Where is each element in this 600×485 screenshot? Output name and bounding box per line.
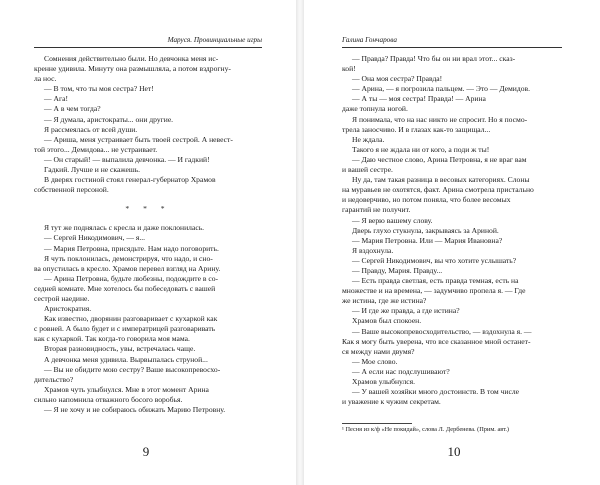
text-line: — А если нас подслушивают?	[352, 366, 450, 376]
text-line: — Сергей Никодимович, вы что хотите услышать?	[352, 255, 517, 265]
text-line: седней комнате. Мне хотелось бы побеседовать с вашей	[34, 283, 216, 293]
text-line: на муравьев не охотятся, факт. Арина смотрела пристально	[342, 185, 534, 195]
text-line: и уважение к чужим секретам.	[342, 397, 441, 407]
text-line: сестрой наедине.	[34, 293, 90, 303]
text-line: — Ваше высокопревосходительство, — вздохнула я. —	[352, 326, 532, 336]
page-text	[342, 54, 564, 407]
text-line: Ну да, там такая разница в весовых категориях. Слоны	[352, 175, 530, 185]
text-line: Храмов улыбнулся.	[352, 377, 416, 386]
text-line	[34, 195, 262, 203]
text-line: — Даю честное слово, Арина Петровна, я не враг вам	[352, 154, 527, 164]
text-line: — Арина, — я погрозила пальцем. — Это — Демидов.	[352, 84, 531, 94]
text-line: даже топнула ногой.	[342, 104, 408, 114]
text-line: ла нос.	[34, 74, 57, 84]
text-line: Я чуть поклонилась, демонстрируя, что надо, и сно-	[44, 253, 213, 263]
page-number: 10	[447, 444, 461, 459]
text-line: сильно напомнила отважного босого воробья.	[34, 394, 183, 404]
book-gutter	[296, 0, 304, 485]
text-line: — Арина Петровна, будьте любезны, подождите в со-	[44, 273, 219, 283]
text-line: — Я верю вашему слову.	[352, 215, 433, 225]
section-break: * * *	[125, 204, 171, 214]
text-line: той этого... Демидова... не устраивает.	[34, 144, 158, 154]
header-rule	[342, 47, 562, 48]
text-line: Храмов чуть улыбнулся. Мне в этот момент Арина	[44, 384, 209, 394]
text-line: Храмов был спокоен.	[352, 316, 422, 326]
text-line: В дверях гостиной стоял генерал-губернатор Храмов	[44, 175, 216, 185]
text-line: — Правда? Правда! Что бы он ни врал этот... сказ-	[352, 54, 516, 63]
text-line: с ровней. А было будет и с императрицей разговаривать	[34, 324, 216, 334]
text-line: Сомнения действительно были. Но девчонка меня ис-	[44, 54, 219, 63]
text-line: — Ариша, меня устраивает быть твоей сестрой. А невест-	[44, 134, 233, 144]
text-line: — И где же правда, а где истина?	[352, 306, 460, 316]
footnote-rule	[342, 423, 412, 424]
header-rule	[34, 47, 262, 48]
text-line: — Она моя сестра? Правда!	[352, 74, 443, 84]
text-line: кой!	[342, 64, 356, 74]
text-line: — Сергей Никодимович, — я...	[44, 233, 146, 243]
text-line: Вторая разновидность, увы, встречалась чаще.	[44, 344, 196, 354]
text-line: Гадкий. Лучше и не скажешь.	[44, 165, 141, 175]
text-line: Не ждала.	[352, 134, 385, 144]
text-line: и недоверчиво, но потом поняла, что более весомых	[342, 195, 511, 205]
text-line: кренне удивила. Минуту она размышляла, а потом вздрогну-	[34, 64, 231, 74]
text-line: — Правду, Мария. Правду...	[352, 265, 443, 275]
text-line: Такого я не ждала ни от кого, а поди ж ты!	[352, 144, 490, 154]
text-line: же истина, где же истина?	[342, 296, 427, 306]
text-line: — Вы не обидите мою сестру? Ваше высокопревосхо-	[44, 364, 221, 374]
page-number: 9	[142, 444, 150, 459]
text-line: как с кухаркой. Так когда-то говорила моя мама.	[34, 334, 190, 344]
text-line: — У вашей хозяйки много достоинств. В том числе	[352, 387, 519, 397]
left-page	[0, 0, 296, 485]
text-line: — А ты — моя сестра! Правда! — Арина	[352, 94, 486, 104]
text-line: — Он старый! — выпалила девчонка. — И гадкий!	[44, 154, 210, 164]
text-line: — Мария Петровна. Или — Мария Ивановна?	[352, 235, 503, 245]
text-line: гарантий не получит.	[342, 205, 411, 215]
text-line: Я рассмеялась от всей души.	[44, 124, 138, 134]
text-line: дительство?	[34, 374, 74, 384]
text-line: — Есть правда светлая, есть правда темная, есть на	[352, 276, 519, 286]
text-line: — Мария Петровна, присядьте. Нам надо поговорить.	[44, 243, 219, 253]
text-line: ся между нами двумя?	[342, 346, 415, 356]
text-line: — Ага!	[44, 94, 68, 104]
text-line: трела заносчиво. И в глазах как-то защищал...	[342, 124, 491, 134]
page-text	[34, 54, 262, 415]
text-line: Как известно, дворянин разговаривает с кухаркой как	[44, 314, 218, 324]
text-line: Я понимала, что на нас никто не спросит. Но я посмо-	[352, 114, 528, 124]
text-line: — Я не хочу и не собираюсь обижать Марию Петровну.	[44, 405, 226, 414]
text-line: — Мое слово.	[352, 356, 398, 366]
footnote: ¹ Песня из к/ф «Не покидай», слова Л. Дербенева. (Прим. авт.)	[342, 426, 510, 433]
text-line: и вашей сестре.	[342, 165, 393, 175]
text-line: — В том, что ты моя сестра? Нет!	[44, 84, 154, 94]
text-line: множестве и на времена, — задумчиво пропела я. — Где	[342, 286, 526, 296]
running-header: Маруся. Провинциальные игры	[167, 36, 262, 44]
text-line: Я вздохнула.	[352, 245, 394, 255]
text-line: Дверь глухо стукнула, закрываясь за Ариной.	[352, 225, 499, 235]
text-line: Я тут же поднялась с кресла и даже поклонилась.	[44, 223, 205, 233]
text-line	[34, 215, 262, 223]
text-line: А девчонка меня удивила. Вырвыпалась струной...	[44, 354, 208, 364]
text-line: — А в чем тогда?	[44, 104, 101, 114]
text-line: — Я думала, аристократы... они другие.	[44, 114, 174, 124]
text-line: ва опустилась в кресло. Храмов перевел взгляд на Арину.	[34, 263, 221, 273]
text-line: собственной персоной.	[34, 185, 109, 195]
running-header: Галина Гончарова	[342, 36, 397, 44]
right-page	[304, 0, 600, 485]
text-line: Аристократия.	[44, 304, 92, 314]
text-line: Как я могу быть уверена, что все сказанное мной останет-	[342, 336, 531, 346]
